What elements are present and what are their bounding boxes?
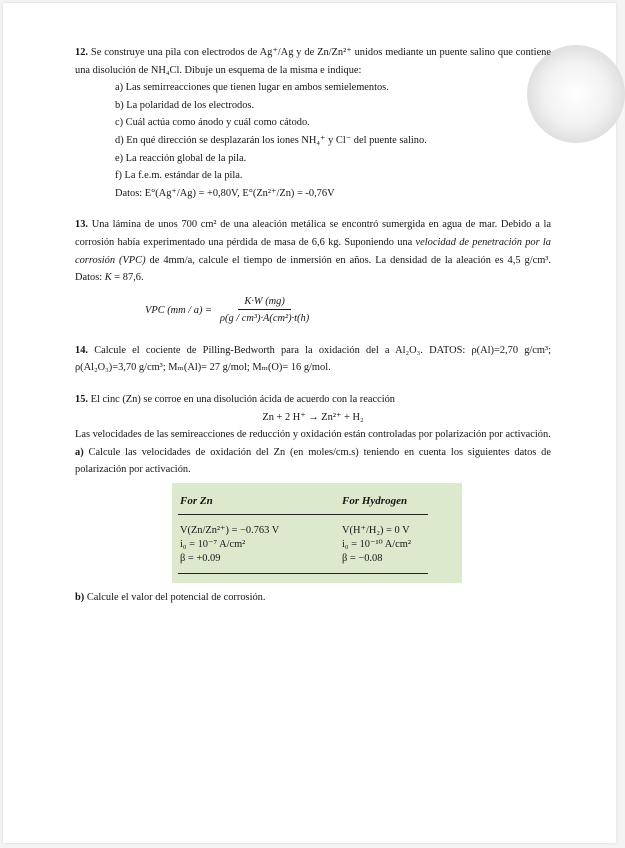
q12-intro-text: Se construye una pila con electrodos de Ag⁺/Ag y de Zn/Zn²⁺ unidos mediante un puente salino que contiene una disolución de NH₄Cl. Dibuje un esquema de la misma e indique:	[75, 47, 551, 76]
q15-a-label: a)	[75, 446, 84, 458]
h-beta: β = −0.08	[342, 552, 383, 564]
polarization-data-table	[172, 483, 462, 583]
zn-exchange-current: i₀ = 10⁻⁷ A/cm²	[180, 538, 246, 550]
q15-part-b	[75, 589, 551, 607]
q13-number: 13.	[75, 219, 88, 231]
q13-text-italic: velocidad de penetración por la corrosión (VPC)	[75, 236, 551, 266]
q15-b-text: Calcule el valor del potencial de corrosión.	[86, 591, 266, 603]
q13-text-1: Una lámina de unos 700 cm² de una aleación metálica se encontró sumergida en agua de mar. Debido a la corrosión había experimentado una pérdida de masa de 6,6 kg. Suponiendo una	[75, 219, 551, 248]
q12-item: a) Las semirreacciones que tienen lugar en ambos semielementos.	[115, 82, 389, 94]
q14-body: Calcule el cociente de Pilling-Bedworth para la oxidación del a Al₂O₃. DATOS: ρ(Al)=2,70 g/cm³; ρ(Al₂O₃)=3,70 g/cm³; Mₘ(Al)= 27 g/mol; Mₘ(O)= 16 g/mol.	[75, 344, 551, 374]
table-header-hydrogen: For Hydrogen	[342, 494, 408, 507]
q15-reaction: Zn + 2 H⁺ → Zn²⁺ + H₂	[262, 411, 364, 423]
q12-datos: Datos: E°(Ag⁺/Ag) = +0,80V, E°(Zn²⁺/Zn) = -0,76V	[115, 187, 335, 199]
q15-a-text: Calcule las velocidades de oxidación del Zn (en moles/cm.s) teniendo en cuenta los siguientes datos de polarización por activación.	[75, 446, 551, 476]
q13-text-2: de 4mm/a, calcule el tiempo de inmersión en años. La densidad de la aleación es 4,5 g/cm³. Datos:	[75, 254, 551, 284]
zn-potential: V(Zn/Zn²⁺) = −0.763 V	[180, 524, 280, 536]
q14-number: 14.	[75, 344, 88, 356]
h-exchange-current: i₀ = 10⁻¹⁰ A/cm²	[342, 538, 411, 550]
document-content	[75, 44, 551, 606]
q15-part-a	[75, 444, 551, 479]
q12-item: e) La reacción global de la pila.	[115, 152, 247, 164]
q12-item: b) La polaridad de los electrodos.	[115, 99, 255, 111]
table-top-rule	[178, 514, 428, 515]
formula-fraction	[217, 294, 312, 327]
q14-text	[75, 342, 551, 377]
q15-intro	[75, 391, 551, 409]
q13-k-value: = 87,6.	[114, 272, 144, 284]
q12-item-list	[115, 79, 551, 202]
formula-lhs: VPC (mm / a) =	[145, 304, 213, 316]
q15-b-label: b)	[75, 591, 85, 603]
h-potential: V(H⁺/H₂) = 0 V	[342, 524, 410, 536]
q15-intro-text: El cinc (Zn) se corroe en una disolución ácida de acuerdo con la reacción	[90, 393, 395, 405]
zn-beta: β = +0.09	[180, 552, 221, 564]
q12-item: c) Cuál actúa como ánodo y cuál como cátodo.	[115, 117, 310, 129]
formula-numerator: K·W (mg)	[238, 294, 290, 310]
q15-text-1: Las velocidades de las semireacciones de reducción y oxidación están controladas por polarización por activación.	[75, 429, 551, 441]
q12-intro	[75, 44, 551, 79]
q13-k-label: K	[104, 272, 112, 284]
table-header-zn: For Zn	[180, 494, 213, 507]
q12-item: d) En qué dirección se desplazarán los iones NH₄⁺ y Cl⁻ del puente salino.	[115, 134, 427, 146]
formula-denominator: ρ(g / cm³)·A(cm²)·t(h)	[220, 313, 310, 325]
q12-number: 12.	[75, 47, 88, 58]
vpc-formula	[145, 291, 551, 331]
q13-text	[75, 216, 551, 286]
q12-item: f) La f.e.m. estándar de la pila.	[115, 170, 243, 182]
q15-number: 15.	[75, 393, 88, 405]
table-bottom-rule	[178, 573, 428, 574]
